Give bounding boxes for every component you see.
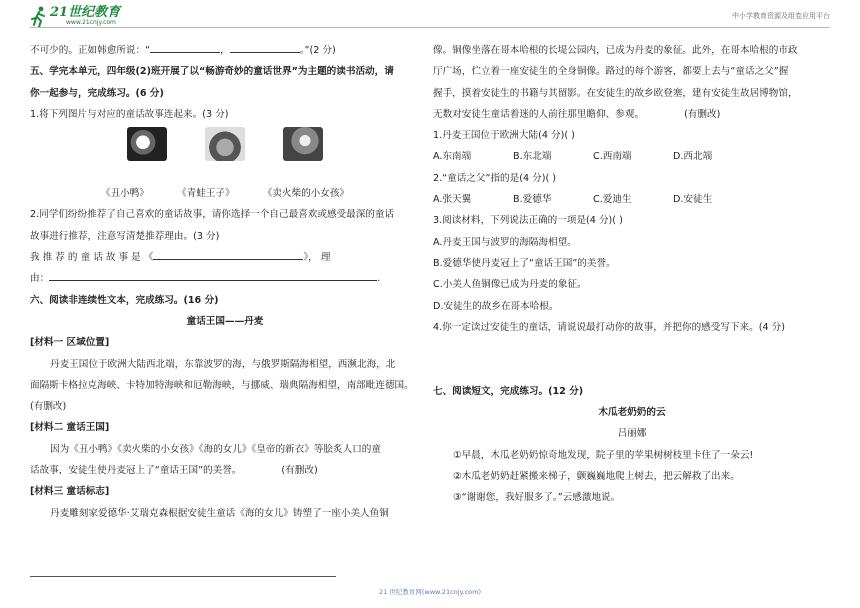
question-text: 1.丹麦王国位于欧洲大陆(4 分)( )	[433, 130, 575, 142]
story-title: 木瓜老奶奶的云	[598, 407, 666, 419]
section6-title: 六、阅读非连续性文本，完成练习。(16 分)	[30, 294, 219, 306]
question-text: 2.同学们纷纷推荐了自己喜欢的童话故事，请你选择一个自己最喜欢或感受最深的童话	[30, 209, 395, 221]
option-row	[433, 189, 831, 210]
runner-logo-icon	[30, 6, 48, 28]
answer-blank[interactable]	[49, 268, 377, 281]
logo-text: 21世纪教育	[50, 5, 121, 20]
option[interactable]: C.爱迪生	[593, 194, 632, 206]
paragraph-line: 丹麦雕刻家爱德华·艾瑞克森根据安徒生童话《海的女儿》铸塑了一座小美人鱼铜	[50, 507, 389, 519]
paragraph-line: 丹麦王国位于欧洲大陆西北端，东靠波罗的海，与俄罗斯隔海相望，西濒北海，北	[50, 358, 396, 370]
text-title: 童话王国——丹麦	[186, 315, 264, 327]
story-picture	[127, 127, 167, 161]
paragraph-line: 像。铜像坐落在哥本哈根的长堤公园内，已成为丹麦的象征。此外，在哥本哈根的市政	[433, 45, 798, 56]
answer-blank[interactable]	[150, 40, 220, 53]
book-title: 《卖火柴的小女孩》	[262, 188, 350, 200]
option[interactable]: B.爱德华使丹麦冠上了“童话王国”的美誉。	[433, 257, 616, 269]
logo-url: www.21cnjy.com	[66, 19, 116, 26]
option[interactable]: A.张天翼	[433, 194, 472, 206]
option[interactable]: A.东南端	[433, 151, 472, 163]
option-row	[433, 146, 831, 167]
reason-line: 由： .	[30, 268, 420, 289]
question-text: 1.将下列图片与对应的童话故事连起来。(3 分)	[30, 108, 229, 120]
option[interactable]: C.小美人鱼铜像已成为丹麦的象征。	[433, 279, 587, 291]
paragraph-line: ②木瓜老奶奶赶紧搬来梯子，颤巍巍地爬上树去，把云解救了出来。	[453, 470, 740, 482]
story-picture	[283, 127, 323, 161]
quote-line: 不可少的。正如韩愈所说：“ ， 。”(2 分)	[30, 40, 420, 61]
footer-text: 21 世纪教育网(www.21cnjy.com)	[379, 588, 481, 596]
paragraph-line: 握手，摸着安徒生的书籍与其留影。在安徒生的故乡欧登塞，建有安徒生故居博物馆，	[433, 87, 798, 99]
paragraph-line: ③“谢谢您，我好服多了。”云感激地说。	[453, 492, 621, 504]
option[interactable]: D.安徒生的故乡在哥本哈根。	[433, 300, 559, 312]
option[interactable]: A.丹麦王国与波罗的海隔海相望。	[433, 236, 577, 248]
question-text: 2.“童话之父”指的是(4 分)( )	[433, 172, 557, 184]
story-author: 吕丽娜	[617, 428, 647, 440]
answer-blank[interactable]	[230, 40, 300, 53]
paragraph-line: 话故事，安徒生使丹麦冠上了“童话王国”的美誉。 (有删改)	[30, 465, 318, 477]
question-text: 4.你一定读过安徒生的童话，请说说最打动你的故事，并把你的感受写下来。(4 分)	[433, 321, 785, 333]
picture-row	[30, 127, 420, 183]
logo	[30, 6, 120, 28]
question-text: 3.阅读材料，下列说法正确的一项是(4 分)( )	[433, 215, 623, 227]
book-title: 《青蛙王子》	[177, 188, 235, 200]
book-title: 《丑小鸭》	[100, 188, 149, 200]
material-heading: [材料三 童话标志]	[30, 486, 110, 498]
footer-divider	[30, 576, 336, 577]
answer-space[interactable]	[433, 359, 831, 380]
story-picture	[205, 127, 245, 161]
right-column	[433, 40, 831, 509]
section5-title-cont: 你一起参与，完成练习。(6 分)	[30, 87, 164, 99]
question-text: 故事进行推荐，注意写清楚推荐理由。(3 分)	[30, 230, 220, 242]
paragraph-line: (有删改)	[30, 401, 67, 413]
material-heading: [材料一 区域位置]	[30, 337, 110, 349]
paragraph-line: 因为《丑小鸭》《卖火柴的小女孩》《海的女儿》《皇帝的新衣》等脍炙人口的童	[50, 443, 381, 455]
section5-title: 五、学完本单元，四年级(2)班开展了以“畅游奇妙的童话世界”为主题的读书活动，请	[30, 66, 394, 78]
option[interactable]: B.爱德华	[513, 194, 552, 206]
header-platform-text: 中小学教育资源及组卷应用平台	[732, 12, 830, 20]
header-divider	[30, 27, 830, 28]
section7-title: 七、阅读短文，完成练习。(12 分)	[433, 385, 584, 397]
option[interactable]: D.西北端	[673, 151, 713, 163]
left-column	[30, 40, 420, 524]
material-heading: [材料二 童话王国]	[30, 422, 110, 434]
option[interactable]: B.东北端	[513, 151, 552, 163]
answer-space[interactable]	[433, 338, 831, 359]
answer-blank[interactable]	[153, 247, 303, 260]
option[interactable]: C.西南端	[593, 151, 632, 163]
book-title-row	[30, 183, 420, 204]
page-header	[0, 0, 860, 30]
paragraph-line: 厅广场，伫立着一座安徒生的全身铜像。路过的每个游客，都要上去与“童话之父”握	[433, 66, 789, 78]
paragraph-line: 无数对安徒生童话着迷的人前往那里瞻仰、参观。 (有删改)	[433, 108, 721, 120]
recommend-line: 我 推 荐 的 童 话 故 事 是 《 》， 理	[30, 247, 420, 268]
option[interactable]: D.安徒生	[673, 194, 713, 206]
paragraph-line: ①早晨，木瓜老奶奶惊奇地发现，院子里的苹果树树枝里卡住了一朵云!	[453, 449, 754, 461]
paragraph-line: 面隔斯卡格拉克海峡、卡特加特海峡和厄勒海峡，与挪威、瑞典隔海相望，南部毗连德国。	[30, 379, 414, 391]
